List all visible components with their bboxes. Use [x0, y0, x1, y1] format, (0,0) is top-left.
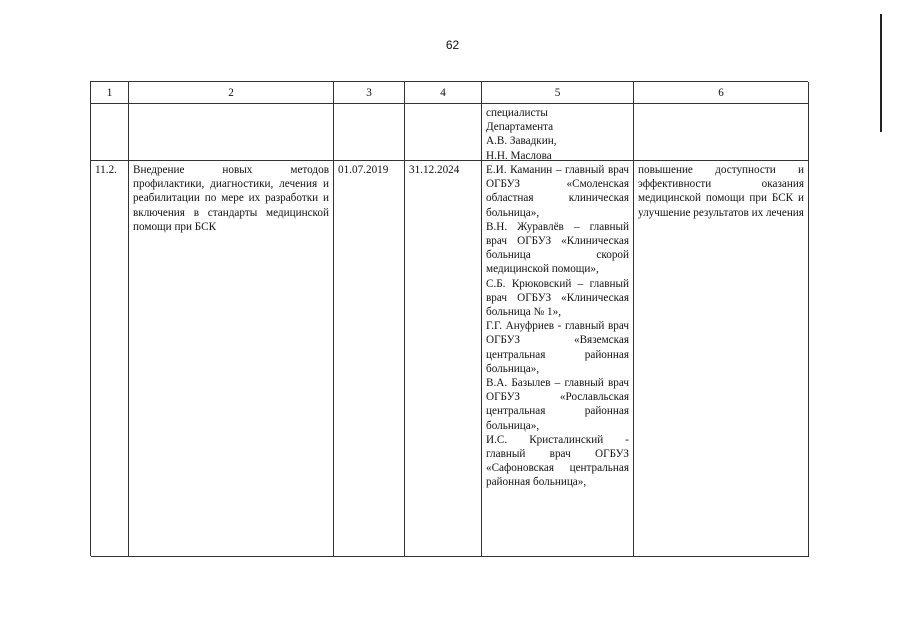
- page-number: 62: [445, 38, 460, 52]
- header-col-1: 1: [91, 82, 129, 104]
- responsible-line: специалисты: [486, 107, 548, 119]
- header-col-3: 3: [334, 82, 405, 104]
- responsible-line: А.В. Завадкин,: [486, 135, 557, 148]
- responsible-persons: [482, 161, 634, 557]
- responsible-entry: Г.Г. Ануфриев - главный врач ОГБУЗ «Вяземская центральная районная больница»,: [486, 320, 629, 375]
- continuation-cell-4: [405, 104, 482, 161]
- responsible-line: Н.Н. Маслова: [486, 149, 552, 161]
- plan-table: [90, 81, 808, 556]
- continuation-cell-6: [634, 104, 809, 161]
- responsible-entry: Е.И. Каманин – главный врач ОГБУЗ «Смоленская областная клиническая больница»,: [486, 164, 629, 219]
- start-date: 01.07.2019: [334, 161, 405, 557]
- header-col-2: 2: [129, 82, 334, 104]
- row-number: 11.2.: [91, 161, 129, 557]
- expected-result: повышение доступности и эффективности оказания медицинской помощи при БСК и улучшение результатов их лечения: [634, 161, 809, 557]
- continuation-cell-3: [334, 104, 405, 161]
- measure-description: Внедрение новых методов профилактики, диагностики, лечения и реабилитации по мере их разработки и включения в стандарты медицинской помощи при БСК: [129, 161, 334, 557]
- header-col-5: 5: [482, 82, 634, 104]
- responsible-entry: В.А. Базылев – главный врач ОГБУЗ «Рославльская центральная районная больница»,: [486, 377, 629, 432]
- responsible-line: Департамента: [486, 121, 554, 134]
- continuation-responsible-cell: [482, 104, 634, 161]
- header-col-4: 4: [405, 82, 482, 104]
- end-date: 31.12.2024: [405, 161, 482, 557]
- responsible-entry: И.С. Кристалинский - главный врач ОГБУЗ «Сафоновская центральная районная больница»,: [486, 433, 629, 489]
- continuation-cell-2: [129, 104, 334, 161]
- margin-line: [880, 14, 882, 132]
- continuation-cell-1: [91, 104, 129, 161]
- header-col-6: 6: [634, 82, 809, 104]
- responsible-entry: С.Б. Крюковский – главный врач ОГБУЗ «Клиническая больница № 1»,: [486, 277, 629, 319]
- responsible-entry: В.Н. Журавлёв – главный врач ОГБУЗ «Клиническая больница скорой медицинской помощи»,: [486, 220, 629, 276]
